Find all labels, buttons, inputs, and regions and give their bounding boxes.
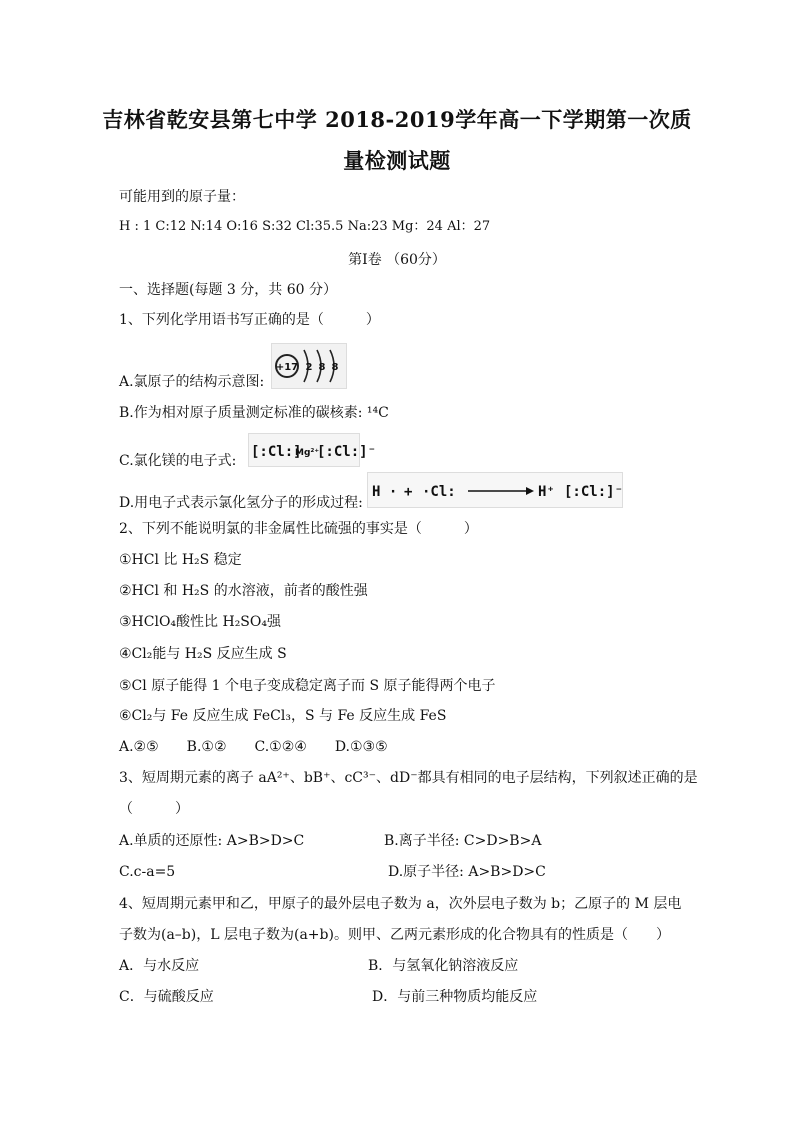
q3-stem-cont: （ ） — [119, 801, 189, 817]
hcl-formation-diagram — [367, 472, 623, 508]
q4-option-d: D．与前三种物质均能反应 — [372, 989, 538, 1005]
q3-option-b: B.离子半径: C>D>B>A — [384, 833, 542, 849]
q1-option-a: A.氯原子的结构示意图: — [119, 374, 265, 390]
exam-title-line2: 量检测试题 — [343, 148, 451, 173]
q1-stem: 1、下列化学用语书写正确的是（ ） — [119, 312, 380, 328]
h-ion: H⁺ — [538, 484, 555, 500]
q4-stem-cont: 子数为(a–b)，L 层电子数为(a+b)。则甲、乙两元素形成的化合物具有的性质是（ ） — [119, 927, 670, 943]
q1-option-c: C.氯化镁的电子式: — [119, 453, 237, 469]
reaction-arrow-icon — [526, 487, 534, 495]
cl-ion-right: [:Cl:]⁻ — [317, 444, 377, 460]
q2-item-6: ⑥Cl₂与 Fe 反应生成 FeCl₃，S 与 Fe 反应生成 FeS — [119, 708, 447, 724]
q2-item-3: ③HClO₄酸性比 H₂SO₄强 — [119, 614, 281, 630]
q3-option-d: D.原子半径: A>B>D>C — [388, 864, 546, 880]
q3-option-c: C.c-a=5 — [119, 864, 176, 880]
q2-item-5: ⑤Cl 原子能得 1 个电子变成稳定离子而 S 原子能得两个电子 — [119, 678, 496, 694]
atomic-mass-values: H : 1 C:12 N:14 O:16 S:32 Cl:35.5 Na:23 Mg：24 Al：27 — [119, 219, 491, 234]
section-title: 一、选择题(每题 3 分，共 60 分） — [119, 282, 337, 298]
q4-option-a: A．与水反应 — [119, 958, 200, 974]
exam-title-line1: 吉林省乾安县第七中学 2018-2019学年高一下学期第一次质 — [102, 107, 692, 132]
atomic-mass-label: 可能用到的原子量： — [119, 189, 245, 205]
q1-option-d: D.用电子式表示氯化氢分子的形成过程: — [119, 495, 363, 511]
q4-option-b: B．与氢氧化钠溶液反应 — [368, 958, 519, 974]
shell-1-count: 2 — [305, 362, 313, 373]
cl-ion-left: [:Cl:] — [251, 444, 302, 460]
shell-3-count: 8 — [331, 362, 339, 373]
volume-title: 第Ⅰ卷 （60分） — [348, 252, 446, 268]
q2-options: A.②⑤ B.①② C.①②④ D.①③⑤ — [119, 739, 388, 755]
q4-stem: 4、短周期元素甲和乙，甲原子的最外层电子数为 a，次外层电子数为 b；乙原子的 M 层电 — [119, 896, 682, 912]
nucleus-charge: +17 — [275, 362, 299, 373]
plus-sign: + — [404, 484, 413, 500]
q1-option-b: B.作为相对原子质量测定标准的碳核素: ¹⁴C — [119, 405, 389, 421]
q3-option-a: A.单质的还原性: A>B>D>C — [119, 833, 305, 849]
q2-stem: 2、下列不能说明氯的非金属性比硫强的事实是（ ） — [119, 521, 478, 537]
q4-option-c: C．与硫酸反应 — [119, 989, 214, 1005]
h-atom: H · — [372, 484, 398, 500]
cl-ion: [:Cl:]⁻ — [564, 484, 624, 500]
q2-item-1: ①HCl 比 H₂S 稳定 — [119, 552, 242, 568]
shell-2-count: 8 — [318, 362, 326, 373]
mgcl2-electron-formula — [248, 433, 377, 467]
atom-structure-diagram — [271, 343, 347, 389]
q2-item-4: ④Cl₂能与 H₂S 反应生成 S — [119, 646, 287, 662]
cl-atom: ·Cl: — [422, 484, 456, 500]
q2-item-2: ②HCl 和 H₂S 的水溶液，前者的酸性强 — [119, 583, 368, 599]
q3-stem: 3、短周期元素的离子 aA²⁺、bB⁺、cC³⁻、dD⁻都具有相同的电子层结构，下列叙述正确的是 — [119, 770, 698, 786]
mg-ion: Mg²⁺ — [295, 448, 320, 458]
